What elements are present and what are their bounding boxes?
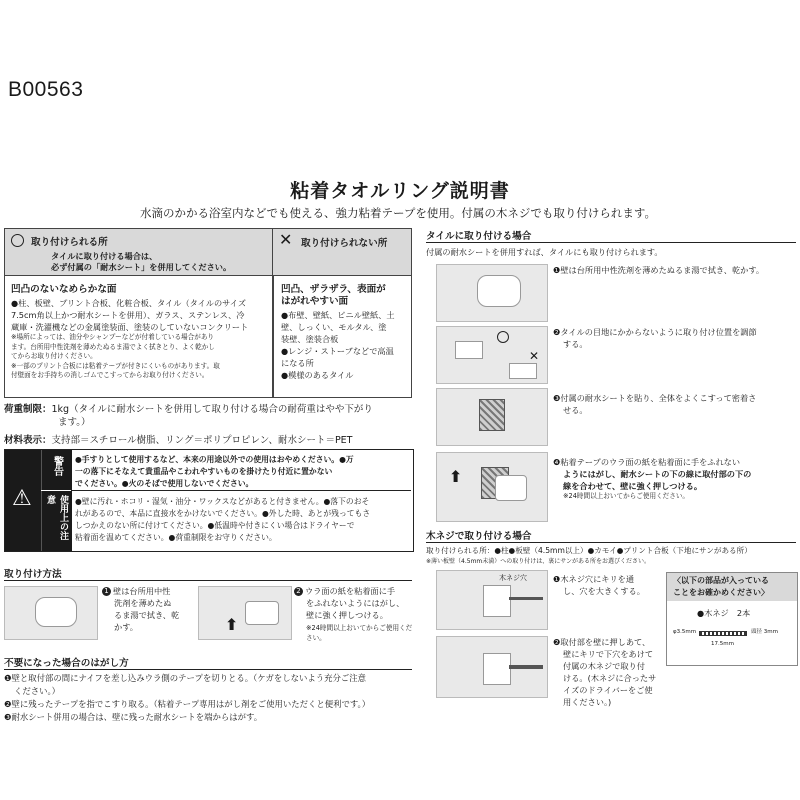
cannot-attach-title-1: 凹凸、ザラザラ、表面が bbox=[281, 284, 386, 295]
warning-line: でください。●火のそばで使用しないでください。 bbox=[75, 479, 254, 488]
tile-step2-text bbox=[553, 326, 799, 350]
load-limit bbox=[4, 403, 414, 429]
materials-value: 支持部＝スチロール樹脂、リング＝ポリプロピレン、耐水シート＝PET bbox=[51, 435, 353, 446]
tile-step1-image bbox=[436, 264, 548, 322]
can-attach-note-1: タイルに取り付ける場合は、 bbox=[51, 251, 158, 261]
mount-base-shape bbox=[483, 653, 511, 685]
screw-where: 取り付けられる所：●柱●板壁（4.5mm以上）●カモイ●プリント合板（下地にサンがある所） bbox=[426, 546, 752, 555]
cannot-attach-line: ●レンジ・ストーブなどで高温 bbox=[281, 346, 394, 356]
dim-head: 頭径 3mm bbox=[751, 629, 778, 635]
warning-triangle-icon: ⚠ bbox=[12, 486, 32, 511]
cannot-attach-header bbox=[273, 229, 411, 276]
dim-diameter: φ3.5mm bbox=[673, 629, 697, 635]
cannot-attach-line: ●模様のあるタイル bbox=[281, 370, 354, 380]
install-step2-image bbox=[198, 586, 292, 640]
materials bbox=[4, 432, 352, 446]
screwdriver-shape bbox=[509, 665, 543, 669]
screw-step2-text bbox=[553, 636, 665, 708]
load-limit-value: 1kg（タイルに耐水シートを併用して取り付ける場合の耐荷重はやや下がり bbox=[51, 404, 373, 415]
tile-step4-text bbox=[553, 456, 799, 502]
hand-cloth-icon bbox=[35, 597, 77, 627]
materials-label: 材料表示： bbox=[4, 435, 52, 446]
screw-step1-image bbox=[436, 570, 548, 630]
cannot-attach-list bbox=[281, 309, 409, 381]
tile-step2-image bbox=[436, 326, 548, 384]
waterproof-sheet-shape bbox=[479, 399, 505, 431]
screw-step2-line: ❷取付部を壁に押しあて、 bbox=[553, 637, 651, 647]
tile-step3-text bbox=[553, 392, 799, 416]
cannot-attach-line: ●布壁、壁紙、ビニル壁紙、土 bbox=[281, 310, 395, 320]
removal-line: ❸耐水シート併用の場合は、壁に残った耐水シートを端からはがす。 bbox=[4, 712, 263, 722]
can-attach-surface-title: 凹凸のないなめらかな面 bbox=[11, 284, 117, 295]
caution-label: 使用上の注意 bbox=[45, 495, 68, 540]
parts-title-1: 〈以下の部品が入っている bbox=[673, 576, 769, 585]
screw-step2-line: 用ください。) bbox=[563, 697, 612, 707]
screw-step2-line: ける。(木ネジに合ったサ bbox=[563, 673, 657, 683]
tile-intro: 付属の耐水シートを併用すれば、タイルにも取り付けられます。 bbox=[426, 247, 663, 257]
up-arrow-icon: ⬆ bbox=[225, 615, 239, 634]
screw-step2-line: イズのドライバーをご使 bbox=[563, 685, 653, 695]
screw-step1-line: ❶木ネジ穴にキリを通 bbox=[553, 574, 635, 584]
mount-base-shape bbox=[495, 475, 527, 501]
warning-label-cell bbox=[41, 450, 72, 490]
page-title: 粘着タオルリング説明書 bbox=[290, 180, 510, 202]
warning-text bbox=[75, 454, 411, 490]
tile-step4-image bbox=[436, 452, 548, 522]
can-attach-line: ●柱、板壁、プリント合板、化粧合板、タイル（タイルのサイズ bbox=[11, 298, 247, 308]
install-step2-line: 壁に強く押しつける。 bbox=[306, 610, 388, 620]
cannot-attach-line: 壁、しっくい、モルタル、塗 bbox=[281, 322, 387, 332]
parts-item: ●木ネジ 2本 bbox=[697, 608, 751, 618]
caution-line: しつかえのない所に付けてください。●低温時や付きにくい場合はドライヤーで bbox=[75, 521, 355, 530]
wood-screw-icon bbox=[699, 631, 747, 636]
screw-rule bbox=[426, 542, 796, 543]
mount-base-shape bbox=[509, 363, 537, 379]
install-method-rule bbox=[4, 580, 412, 581]
install-step1-line: かす。 bbox=[114, 622, 138, 632]
install-step1-image bbox=[4, 586, 98, 640]
cross-icon: ✕ bbox=[279, 230, 293, 249]
warning-block bbox=[4, 449, 414, 552]
ng-cross-icon: ✕ bbox=[529, 349, 540, 363]
can-attach-note-2: 必ず付属の「耐水シート」を併用してください。 bbox=[51, 262, 232, 272]
parts-box bbox=[666, 572, 798, 666]
can-attach-note: ます。台所用中性洗剤を薄めたぬるま湯でよく拭きとり、よく乾かし bbox=[11, 342, 215, 351]
install-step1-line: 洗剤を薄めたぬ bbox=[114, 598, 172, 608]
screw-step2-line: 付属の木ネジで取り付 bbox=[563, 661, 645, 671]
ok-circle-icon bbox=[497, 331, 509, 343]
page-subtitle: 水滴のかかる浴室内などでも使える、強力粘着テープを使用。付属の木ネジでも取り付けられます。 bbox=[140, 206, 656, 220]
tile-step3-line: ❸付属の耐水シートを貼り、全体をよくこすって密着さ bbox=[553, 393, 757, 403]
can-attach-line: 7.5cm角以上かつ耐水シートを併用）、ガラス、ステンレス、冷 bbox=[11, 310, 245, 320]
install-step1-line-text: 壁は台所用中性 bbox=[113, 586, 171, 596]
screw-step2-line: 壁にキリで下穴をあけて bbox=[563, 649, 654, 659]
can-attach-note: ※場所によっては、油分やシャンプーなどが付着している場合があり bbox=[11, 333, 215, 341]
warning-label: 警告 bbox=[51, 456, 63, 476]
tile-step4-line: ようにはがし、耐水シートの下の線に取付部の下の bbox=[563, 469, 752, 479]
mount-base-shape bbox=[483, 585, 511, 617]
tile-heading: タイルに取り付ける場合 bbox=[426, 231, 532, 242]
tile-step1-text: ❶壁は台所用中性洗剤を薄めたぬるま湯で拭き、乾かす。 bbox=[553, 265, 765, 275]
screw-step2-image bbox=[436, 636, 548, 698]
install-step1-line: るま湯で拭き、乾 bbox=[114, 610, 180, 620]
removal-line: ください。） bbox=[14, 686, 61, 696]
tile-step3-line: せる。 bbox=[563, 405, 588, 415]
can-attach-heading: 取り付けられる所 bbox=[31, 237, 108, 248]
tile-step2-line: する。 bbox=[563, 339, 588, 349]
can-attach-note: 付壁面をお手持ちの消しゴムでこすってからお取り付けください。 bbox=[11, 371, 209, 379]
screw-heading: 木ネジで取り付ける場合 bbox=[426, 531, 532, 542]
install-step2-line-text: ウラ面の紙を粘着面に手 bbox=[305, 586, 396, 596]
screw-hole-label: 木ネジ穴 bbox=[499, 574, 527, 582]
cannot-attach-title-2: はがれやすい面 bbox=[281, 296, 349, 307]
removal-heading: 不要になった場合のはがし方 bbox=[4, 658, 129, 669]
screw-step1-text bbox=[553, 573, 663, 597]
screw-step1-line: し、穴を大きくする。 bbox=[563, 586, 645, 596]
up-arrow-icon: ⬆ bbox=[449, 467, 463, 486]
install-step2-text bbox=[294, 585, 414, 643]
install-method-heading: 取り付け方法 bbox=[4, 569, 62, 580]
tile-rule bbox=[426, 242, 796, 243]
mount-base-shape bbox=[245, 601, 279, 625]
removal-line: ❷壁に残ったテープを指でこすり取る。（粘着テープ専用はがし剤をご使用いただくと便利です。） bbox=[4, 699, 371, 709]
tile-step4-line: ❹粘着テープのウラ面の紙を粘着面に手をふれない bbox=[553, 457, 741, 467]
tile-step2-line: ❷タイルの目地にかからないように取り付け位置を調節 bbox=[553, 327, 757, 337]
mount-base-shape bbox=[455, 341, 483, 359]
dim-length: 17.5mm bbox=[711, 641, 734, 647]
can-attach-header bbox=[5, 229, 273, 276]
warning-line: 一の落下にそなえて貴重品やこわれやすいものを掛けたり付近に置かない bbox=[75, 467, 333, 476]
caution-line: 粘着面を温めてください。●荷重制限をお守りください。 bbox=[75, 533, 277, 542]
cannot-attach-box bbox=[272, 228, 412, 398]
parts-box-header bbox=[667, 573, 797, 601]
install-step1-text bbox=[102, 585, 192, 633]
install-step2-note: ※24時間以上おいてからご使用ください。 bbox=[306, 624, 413, 642]
install-step2-line: をふれないようにはがし、 bbox=[306, 598, 405, 608]
circle-icon bbox=[11, 234, 24, 247]
removal-rule bbox=[4, 669, 412, 670]
load-limit-value-2: ます。） bbox=[58, 417, 91, 428]
can-attach-box bbox=[4, 228, 274, 398]
parts-title-2: ことをお確かめください〉 bbox=[673, 588, 769, 597]
can-attach-note: ※一部のプリント合板には粘着テープが付きにくいものがあります。取 bbox=[11, 361, 220, 370]
product-code: B00563 bbox=[8, 78, 84, 101]
install-step2-line: 2 ウラ面の紙を粘着面に手 bbox=[294, 585, 414, 597]
hand-cloth-icon bbox=[477, 275, 521, 307]
removal-list bbox=[4, 672, 416, 724]
caution-text bbox=[75, 496, 411, 544]
drill-shape bbox=[509, 597, 543, 600]
caution-line: ●壁に汚れ・ホコリ・湿気・油分・ワックスなどがあると付きません。●落下のおそ bbox=[75, 497, 370, 506]
tile-step3-image bbox=[436, 388, 548, 446]
cannot-attach-line: 装壁、塗装合板 bbox=[281, 334, 339, 344]
cannot-attach-heading: 取り付けられない所 bbox=[301, 238, 388, 249]
warning-triangle-panel bbox=[5, 450, 41, 551]
can-attach-line: 蔵庫・洗濯機などの金属塗装面、塗装のしていないコンクリート bbox=[11, 322, 249, 332]
can-attach-list bbox=[11, 297, 269, 381]
caution-label-cell bbox=[41, 491, 72, 551]
can-attach-note: てからお取り付けください。 bbox=[11, 352, 97, 360]
caution-divider bbox=[71, 490, 411, 491]
cannot-attach-line: になる所 bbox=[281, 358, 314, 368]
load-limit-label: 荷重制限： bbox=[4, 404, 52, 415]
screw-where-note: ※薄い板壁（4.5mm未満）への取り付けは、裏にサンがある所をお選びください。 bbox=[426, 558, 650, 565]
warning-line: ●手すりとして使用するなど、本来の用途以外での使用はおやめください。●万 bbox=[75, 455, 354, 464]
install-step1-line: 1 壁は台所用中性 bbox=[102, 585, 192, 597]
tile-step4-line: 線を合わせて、壁に強く押しつける。 bbox=[563, 481, 703, 491]
removal-line: ❶壁と取付部の間にナイフを差し込みウラ側のテープを切りとる。（ケガをしないよう充分ご注意 bbox=[4, 673, 367, 683]
caution-line: れがあるので、本品に直接水をかけないでください。●外した時、あとが残ってもさ bbox=[75, 509, 371, 518]
tile-step4-note: ※24時間以上おいてからご使用ください。 bbox=[563, 492, 690, 500]
